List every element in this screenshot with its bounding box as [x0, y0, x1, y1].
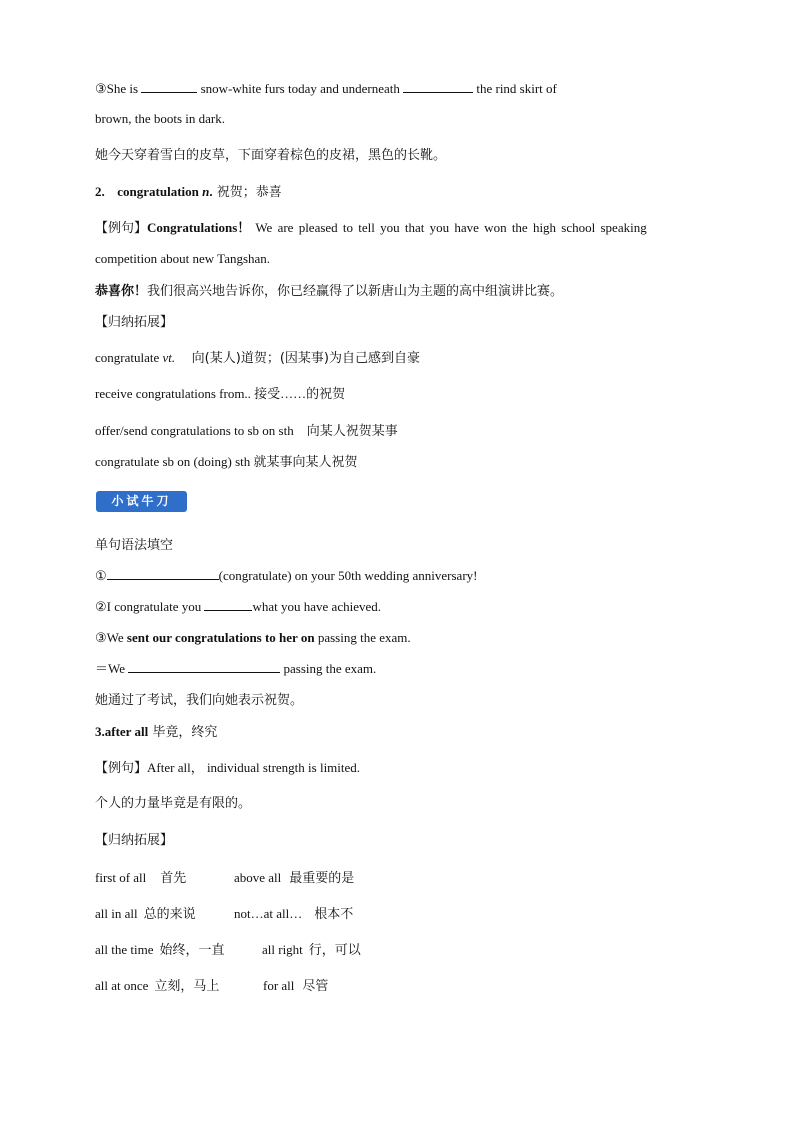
- sentence-text: snow-white furs today and underneath: [197, 81, 404, 96]
- example-text: After all， individual strength is limited.: [147, 760, 361, 775]
- phrase-row: [95, 905, 196, 924]
- summary-line-1: [95, 349, 420, 368]
- q3-eq-text: passing the exam.: [280, 661, 377, 676]
- part-of-speech: n: [202, 184, 210, 199]
- item-2-example: [95, 219, 699, 238]
- sentence-text: ③She is: [95, 81, 142, 96]
- exercise-q1: [95, 567, 478, 585]
- phrase-row: [234, 905, 353, 924]
- q3-blank: [128, 660, 280, 673]
- sentence-3-translation: 她今天穿着雪白的皮草，下面穿着棕色的皮裙，黑色的长靴。: [95, 148, 447, 163]
- exercise-q3: [95, 629, 411, 647]
- phrase-row: [263, 977, 328, 996]
- phrase-en: not…at all…: [234, 906, 303, 921]
- q3-bold: sent our congratulations to her on: [126, 630, 315, 645]
- summary-line-3: offer/send congratulations to sb on sth 向某人祝贺某事: [95, 423, 398, 438]
- phrase-cn: 始终，一直: [159, 943, 225, 958]
- translation-bold: 恭喜你！: [95, 284, 148, 299]
- phrase-en: all in all: [95, 906, 138, 921]
- phrase-cn: 行，可以: [308, 943, 361, 958]
- phrase-en: above all: [234, 870, 282, 885]
- phrase-row: [95, 941, 225, 960]
- example-text: We are pleased to tell you that you have won the high school speaking: [250, 220, 647, 235]
- item-number: 2.: [95, 184, 105, 199]
- phrase-en: for all: [263, 978, 295, 993]
- phrase-row: [234, 869, 354, 888]
- example-tag: 【例句】: [95, 221, 148, 236]
- item-2-example-translation: [95, 283, 563, 301]
- blank-2: [403, 80, 473, 93]
- q3-eq-text: ＝We: [95, 661, 129, 676]
- item-3-example: [95, 759, 360, 778]
- phrase-row: [262, 941, 361, 960]
- phrase-en: all at once: [95, 978, 149, 993]
- item-2-example-continued: competition about new Tangshan.: [95, 251, 271, 266]
- item-3-example-translation: 个人的力量毕竟是有限的。: [95, 796, 252, 811]
- summary-line-4: congratulate sb on (doing) sth 就某事向某人祝贺: [95, 454, 358, 469]
- item-3-heading: [95, 723, 217, 742]
- blank-1: [141, 80, 197, 93]
- item-2-summary-tag: 【归纳拓展】: [95, 315, 174, 330]
- sentence-text: the rind skirt of: [473, 81, 557, 96]
- phrase-cn: 根本不: [314, 907, 354, 922]
- pos-dot: .: [209, 184, 213, 199]
- item-3-summary-tag: 【归纳拓展】: [95, 833, 174, 848]
- item-2-heading: [95, 183, 282, 202]
- example-bold: Congratulations！: [147, 220, 251, 235]
- sentence-3-continued: brown, the boots in dark.: [95, 111, 225, 126]
- q2-blank: [204, 598, 252, 611]
- q2-text: what you have achieved.: [252, 599, 381, 614]
- headword: congratulation: [117, 184, 199, 199]
- translation-text: 我们很高兴地告诉你，你已经赢得了以新唐山为主题的高中组演讲比赛。: [147, 284, 564, 299]
- q3-text: ③We: [95, 630, 127, 645]
- exercise-title: 单句语法填空: [95, 538, 174, 553]
- summary-cn: 向(某人)道贺；(因某事)为自己感到自豪: [175, 351, 420, 366]
- q1-text: (congratulate) on your 50th wedding anniversary!: [218, 568, 478, 583]
- phrase-cn: 立刻，马上: [154, 979, 220, 994]
- summary-line-2: receive congratulations from.. 接受……的祝贺: [95, 386, 346, 401]
- headword-meaning: 毕竟，终究: [148, 725, 218, 740]
- phrase-en: all right: [262, 942, 303, 957]
- phrase-row: [95, 977, 219, 996]
- phrase-row: [95, 869, 186, 888]
- exercise-q2: [95, 598, 381, 616]
- q2-text: ②I congratulate you: [95, 599, 205, 614]
- summary-en: congratulate: [95, 350, 163, 365]
- example-tag: 【例句】: [95, 761, 148, 776]
- headword: 3.after all: [95, 724, 149, 739]
- phrase-cn: 总的来说: [143, 907, 196, 922]
- sentence-3: [95, 80, 557, 98]
- q1-blank: [107, 567, 219, 580]
- phrase-cn: 首先: [160, 871, 187, 886]
- q1-number: ①: [95, 568, 107, 583]
- q3-text: passing the exam.: [314, 630, 411, 645]
- practice-badge: 小试牛刀: [96, 491, 187, 512]
- headword-meaning: 祝贺；恭喜: [212, 185, 282, 200]
- phrase-cn: 尽管: [302, 979, 329, 994]
- phrase-cn: 最重要的是: [289, 871, 355, 886]
- exercise-q3-translation: 她通过了考试，我们向她表示祝贺。: [95, 693, 304, 708]
- summary-pos: vt.: [162, 350, 176, 365]
- phrase-en: all the time: [95, 942, 154, 957]
- exercise-q3-rewrite: [95, 660, 376, 678]
- phrase-en: first of all: [95, 870, 147, 885]
